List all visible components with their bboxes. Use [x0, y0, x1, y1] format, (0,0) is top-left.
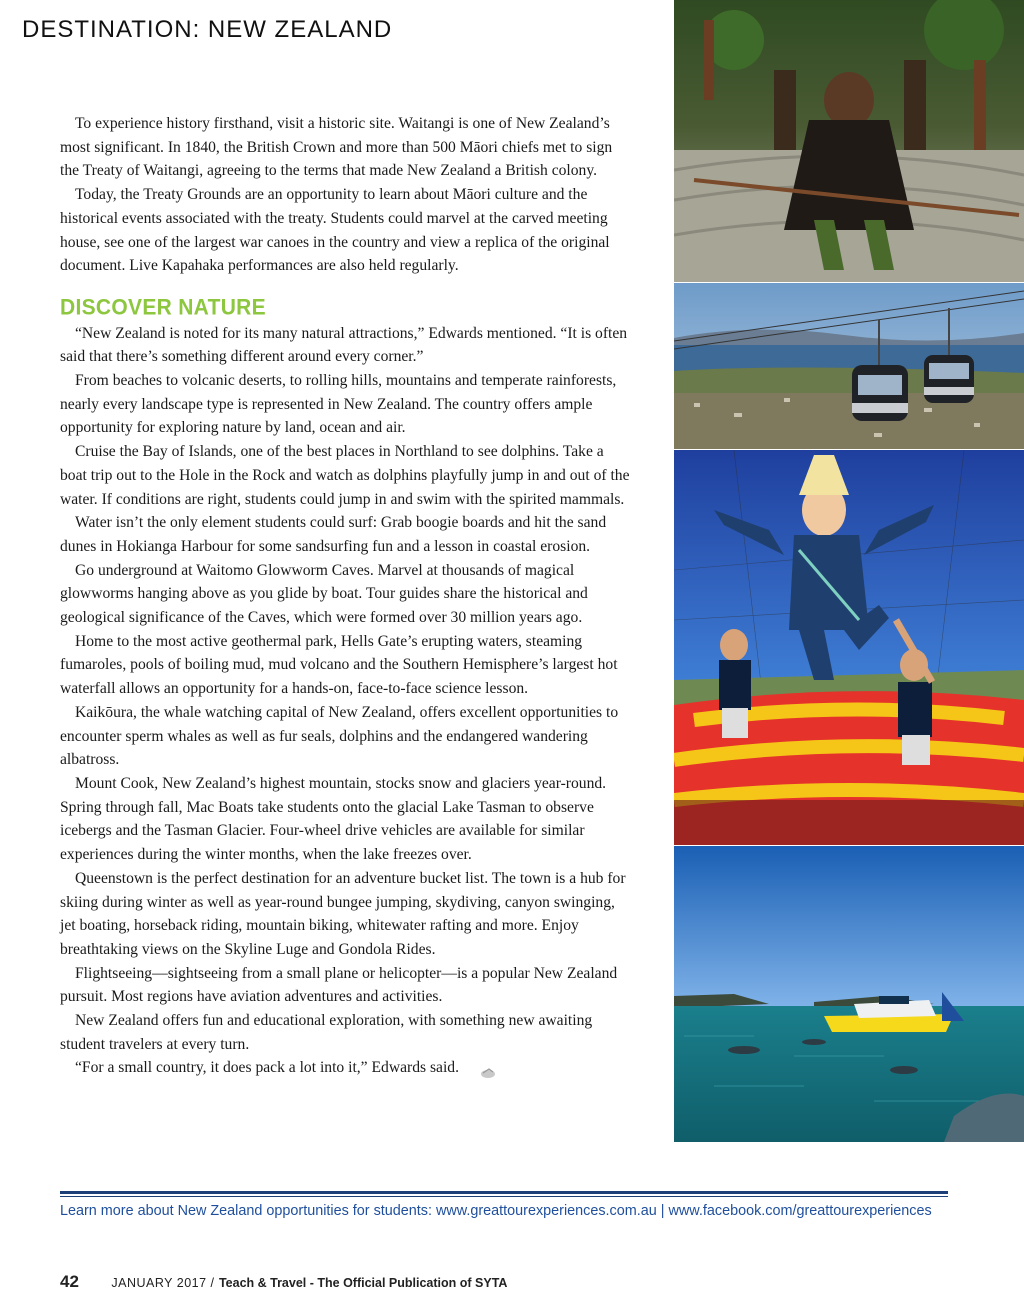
end-mark-icon: [465, 1063, 481, 1075]
publication-name: Teach & Travel - The Official Publication of SYTA: [218, 1276, 508, 1290]
freefall-adventure-photo: [674, 450, 1024, 845]
issue-date: JANUARY 2017 /: [111, 1276, 215, 1290]
intro-paragraph: Today, the Treaty Grounds are an opportunity to learn about Māori culture and the historical events associated with the treaty. Students could marvel at the carved meeting house, see one of the largest war canoes in the country and view a replica of the original document. Live Kapahaka performances are also held regularly.: [60, 186, 610, 275]
section-paragraph: Cruise the Bay of Islands, one of the best places in Northland to see dolphins. Take a boat trip out to the Hole in the Rock and watch as dolphins playfully jump in and out of the water. If conditions are right, students could jump in and swim with the spirited mammals.: [60, 443, 630, 508]
learn-more-line: [60, 1203, 932, 1219]
section-paragraph: New Zealand offers fun and educational exploration, with something new awaiting student travelers at every turn.: [60, 1012, 593, 1053]
section-paragraph: “New Zealand is noted for its many natural attractions,” Edwards mentioned. “It is often said that there’s something different around every corner.”: [60, 324, 628, 366]
learn-more-prefix: Learn more about New Zealand opportunities for students:: [60, 1203, 432, 1219]
footer-divider: [60, 1191, 948, 1197]
article-body: [60, 112, 630, 1080]
page-number: 42: [60, 1272, 79, 1291]
section-paragraph: Queenstown is the perfect destination for an adventure bucket list. The town is a hub for skiing during winter as well as year-round bungee jumping, skydiving, canyon swinging, jet boating, horseback riding, mountain biking, whitewater rafting and more. Enjoy breathtaking views on the Skyline Luge and Gondola Rides.: [60, 869, 626, 958]
closing-paragraph: [60, 1056, 630, 1080]
section-heading: DISCOVER NATURE: [60, 295, 266, 320]
section-paragraph: From beaches to volcanic deserts, to rolling hills, mountains and temperate rainforests, nearly every landscape type is represented in New Zealand. The country offers ample opportunity for exploring nature by land, ocean and air.: [60, 372, 617, 437]
website-link[interactable]: www.greattourexperiences.com.au: [435, 1203, 657, 1219]
page-footer: [60, 1272, 507, 1292]
closing-quote: “For a small country, it does pack a lot into it,” Edwards said.: [75, 1059, 459, 1077]
link-separator: |: [660, 1203, 665, 1219]
gondola-photo: [674, 283, 1024, 449]
maori-performance-photo: [674, 0, 1024, 282]
facebook-link[interactable]: www.facebook.com/greattourexperiences: [668, 1203, 932, 1219]
page-header-title: DESTINATION: NEW ZEALAND: [22, 16, 393, 43]
section-paragraph: Go underground at Waitomo Glowworm Caves. Marvel at thousands of magical glowworms hanging above as you glide by boat. Tour guides share the historical and geological significance of the Caves, which were formed over 30 million years ago.: [60, 561, 588, 627]
intro-paragraph: To experience history firsthand, visit a historic site. Waitangi is one of New Zealand’s most significant. In 1840, the British Crown and more than 500 Māori chiefs met to sign the Treaty of Waitangi, agreeing to the terms that made New Zealand a British colony.: [60, 115, 613, 180]
section-paragraph: Home to the most active geothermal park, Hells Gate’s erupting waters, steaming fumaroles, pools of boiling mud, mud volcano and the Southern Hemisphere’s largest hot waterfall allows an opportunity for a hands-on, face-to-face science lesson.: [60, 632, 618, 698]
section-paragraph: Mount Cook, New Zealand’s highest mountain, stocks snow and glaciers year-round. Spring through fall, Mac Boats take students onto the glacial Lake Tasman to observe icebergs and the Tasman Glacier. Four-wheel drive vehicles are available for similar experiences during the winter months, when the lake freezes over.: [60, 774, 607, 864]
dolphin-boat-photo: [674, 846, 1024, 1142]
section-paragraph: Flightseeing—sightseeing from a small plane or helicopter—is a popular New Zealand pursuit. Most regions have aviation adventures and activities.: [60, 964, 618, 1006]
section-paragraph: Water isn’t the only element students could surf: Grab boogie boards and hit the sand dunes in Hokianga Harbour for some sandsurfing fun and a lesson in coastal erosion.: [60, 514, 607, 555]
photo-column: [674, 0, 1024, 1142]
section-paragraph: Kaikōura, the whale watching capital of New Zealand, offers excellent opportunities to encounter sperm whales as well as fur seals, dolphins and the endangered wandering albatross.: [60, 703, 619, 769]
